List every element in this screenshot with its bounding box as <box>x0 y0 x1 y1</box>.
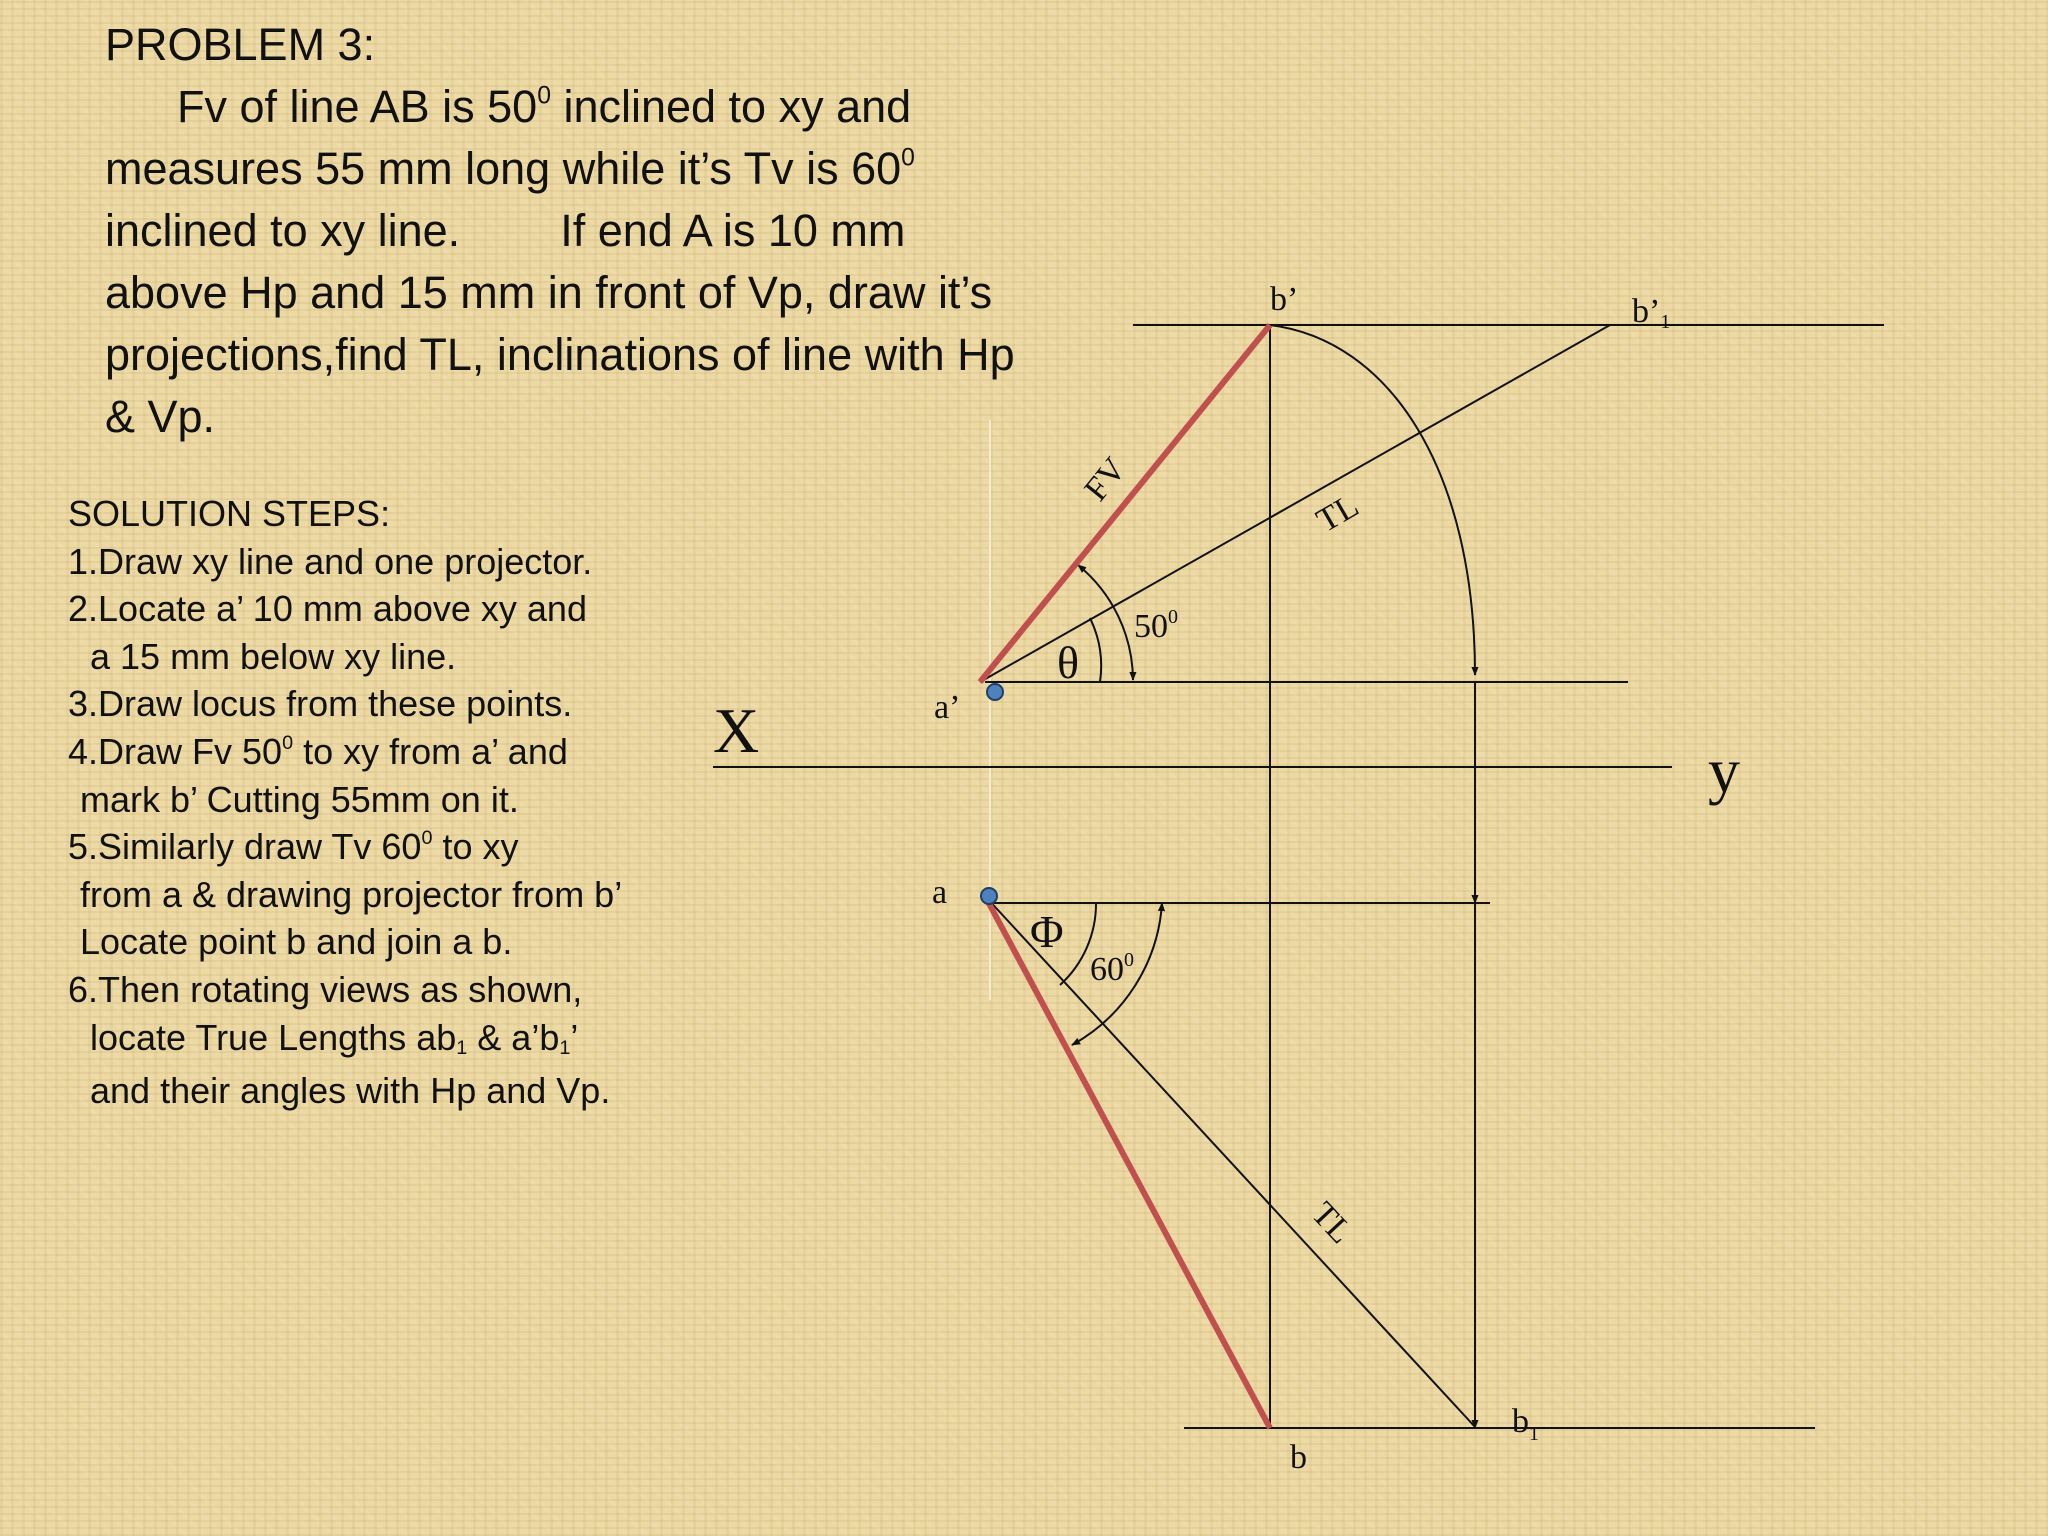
step-3: 3.Draw locus from these points. <box>68 683 573 725</box>
problem-heading: PROBLEM 3: <box>105 19 376 70</box>
point-a <box>981 888 997 904</box>
label-phi: Φ <box>1030 906 1064 957</box>
label-a-prime: a’ <box>934 689 961 726</box>
step-5: 5.Similarly draw Tv $60^0$ to xy <box>68 826 519 868</box>
step-5-cont: from a & drawing projector from b’ <box>80 873 623 915</box>
label-b: b <box>1290 1439 1307 1476</box>
front-view-line <box>980 325 1270 682</box>
problem-line-6: & Vp. <box>105 391 216 442</box>
label-angle-50: $50^0$ <box>1134 606 1178 645</box>
label-b-prime: b’ <box>1270 281 1299 318</box>
label-fv: FV <box>1077 450 1134 509</box>
step-4-cont: mark b’ Cutting 55mm on it. <box>80 778 519 820</box>
label-a: a <box>932 874 948 911</box>
step-6-cont-2: and their angles with Hp and Vp. <box>90 1070 611 1112</box>
step-2: 2.Locate a’ 10 mm above xy and <box>68 588 587 630</box>
label-tl-top: TL <box>1310 487 1365 540</box>
problem-line-5: projections,find TL, inclinations of line with Hp <box>105 329 1015 380</box>
label-tl-bottom: TL <box>1304 1195 1360 1251</box>
top-view-line <box>985 896 1270 1428</box>
problem-line-3: inclined to xy line. If end A is 10 mm <box>105 205 906 256</box>
step-1: 1.Draw xy line and one projector. <box>68 540 593 582</box>
step-6-cont: locate True Lengths $ab_1$ & $a’b_1$’ <box>90 1016 579 1059</box>
label-b1-prime: b’1 <box>1632 293 1671 333</box>
problem-line-2: measures 55 mm long while it’s Tv is $60^0$ <box>105 143 915 194</box>
step-5-cont-2: Locate point b and join a b. <box>80 921 513 963</box>
step-2-cont: a 15 mm below xy line. <box>90 635 457 677</box>
y-label: y <box>1708 735 1740 806</box>
step-6: 6.Then rotating views as shown, <box>68 968 583 1010</box>
theta-arc <box>1090 618 1101 682</box>
problem-line-1: Fv of line AB is $50^0$ inclined to xy and <box>177 81 912 132</box>
true-length-line-top <box>980 325 1610 682</box>
label-theta: θ <box>1057 637 1080 688</box>
point-a-prime <box>987 684 1003 700</box>
label-b1: $b_1$ <box>1512 1403 1539 1445</box>
problem-line-4: above Hp and 15 mm in front of Vp, draw it’s <box>105 267 993 318</box>
step-4: 4.Draw Fv $50^0$ to xy from a’ and <box>68 730 568 772</box>
label-angle-60: $60^0$ <box>1090 949 1134 988</box>
x-label: X <box>713 695 760 766</box>
steps-heading: SOLUTION STEPS: <box>68 493 391 534</box>
